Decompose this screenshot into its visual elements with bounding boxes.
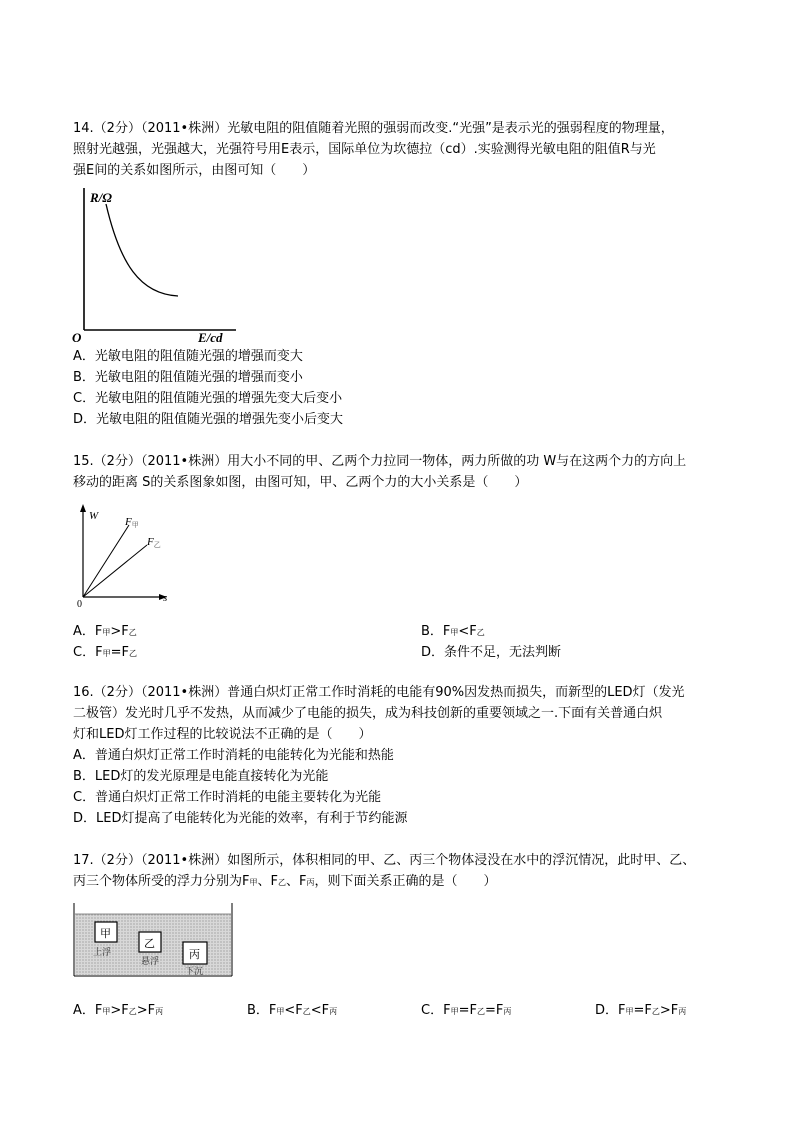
q16-option-c[interactable]: C．普通白炽灯正常工作时消耗的电能主要转化为光能 xyxy=(73,790,382,805)
q15-option-a[interactable]: A．F甲>F乙 xyxy=(73,624,137,639)
q15-line-yi xyxy=(83,545,147,597)
q14-option-d[interactable]: D．光敏电阻的阻值随光强的增强先变小后变大 xyxy=(73,412,344,427)
q15-work-distance-graph xyxy=(75,503,175,607)
q14-line-3: 强E间的关系如图所示，由图可知（ ） xyxy=(73,163,316,178)
q16-option-b[interactable]: B．LED灯的发光原理是电能直接转化为光能 xyxy=(73,769,329,784)
q17-option-a[interactable]: A．F甲>F乙>F丙 xyxy=(73,1003,164,1018)
q16-option-d[interactable]: D．LED灯提高了电能转化为光能的效率，有利于节约能源 xyxy=(73,811,408,826)
q14-option-a[interactable]: A．光敏电阻的阻值随光强的增强而变大 xyxy=(73,349,303,364)
q15-label-f-jia: F xyxy=(125,516,132,528)
q16-option-a[interactable]: A．普通白炽灯正常工作时消耗的电能转化为光能和热能 xyxy=(73,748,394,763)
q15-option-b[interactable]: B．F甲<F乙 xyxy=(421,624,485,639)
q15-y-label: W xyxy=(89,510,99,522)
q15-option-d[interactable]: D．条件不足，无法判断 xyxy=(421,645,562,660)
q14-option-c[interactable]: C．光敏电阻的阻值随光强的增强先变大后变小 xyxy=(73,391,343,406)
question-14 xyxy=(73,118,733,181)
q14-curve xyxy=(106,204,178,296)
q17-box-jia-text: 甲 xyxy=(100,928,111,940)
question-17 xyxy=(73,850,733,892)
q17-line-2: 丙三个物体所受的浮力分别为F甲、F乙、F丙，则下面关系正确的是（ ） xyxy=(73,874,497,889)
question-16 xyxy=(73,682,733,829)
q14-options xyxy=(73,346,733,430)
q15-line-jia xyxy=(83,525,129,597)
q15-line-2: 移动的距离 S的关系图象如图，由图可知，甲、乙两个力的大小关系是（ ） xyxy=(73,475,528,490)
q15-label-jia-sub: 甲 xyxy=(131,521,139,529)
q14-y-label: R/Ω xyxy=(90,190,112,205)
q16-line-2: 二极管）发光时几乎不发热，从而减少了电能的损失，成为科技创新的重要领域之一.下面有关普通白炽 xyxy=(73,706,663,721)
q15-option-c[interactable]: C．F甲=F乙 xyxy=(73,645,137,660)
q17-box-yi-label: 悬浮 xyxy=(141,956,160,966)
q14-resistance-graph xyxy=(70,184,240,344)
q14-origin-label: O xyxy=(72,330,82,344)
q17-option-c[interactable]: C．F甲=F乙=F丙 xyxy=(421,1003,512,1018)
q17-options-row xyxy=(73,999,753,1020)
q15-x-label: s xyxy=(163,592,168,604)
q17-option-d[interactable]: D．F甲=F乙>F丙 xyxy=(595,1003,687,1018)
svg-text:F乙 xyxy=(146,536,161,549)
q17-buoyancy-figure xyxy=(73,902,233,978)
q16-line-1: 16.（2分）（2011•株洲）普通白炽灯正常工作时消耗的电能有90%因发热而损失，而新型的LED灯（发光 xyxy=(73,685,685,700)
q14-line-1: 14.（2分）（2011•株洲）光敏电阻的阻值随着光照的强弱而改变.“光强”是表示光的强弱程度的物理量， xyxy=(73,121,674,136)
q17-box-bing-text: 丙 xyxy=(189,949,200,961)
q14-x-label: E/cd xyxy=(198,330,223,344)
q17-option-b[interactable]: B．F甲<F乙<F丙 xyxy=(247,1003,338,1018)
question-15 xyxy=(73,451,733,493)
q17-box-jia-label: 上浮 xyxy=(93,947,112,957)
q15-label-f-yi: F xyxy=(147,536,154,548)
q15-options-row-2 xyxy=(73,641,753,662)
q15-line-1: 15.（2分）（2011•株洲）用大小不同的甲、乙两个力拉同一物体，两力所做的功 W与在这两个力的方向上 xyxy=(73,454,687,469)
q14-line-2: 照射光越强，光强越大，光强符号用E表示，国际单位为坎德拉（cd）.实验测得光敏电阻的阻值R与光 xyxy=(73,142,656,157)
svg-text:F甲 xyxy=(124,516,139,529)
q15-label-yi-sub: 乙 xyxy=(153,541,161,549)
q17-box-bing-label: 下沉 xyxy=(185,966,204,976)
q15-options-row-1 xyxy=(73,620,753,641)
q15-origin: 0 xyxy=(77,599,82,607)
q16-line-3: 灯和LED灯工作过程的比较说法不正确的是（ ） xyxy=(73,727,372,742)
q17-line-1: 17.（2分）（2011•株洲）如图所示，体积相同的甲、乙、丙三个物体浸没在水中的浮沉情况，此时甲、乙、 xyxy=(73,853,696,868)
q17-box-yi-text: 乙 xyxy=(144,938,155,950)
q14-option-b[interactable]: B．光敏电阻的阻值随光强的增强而变小 xyxy=(73,370,303,385)
